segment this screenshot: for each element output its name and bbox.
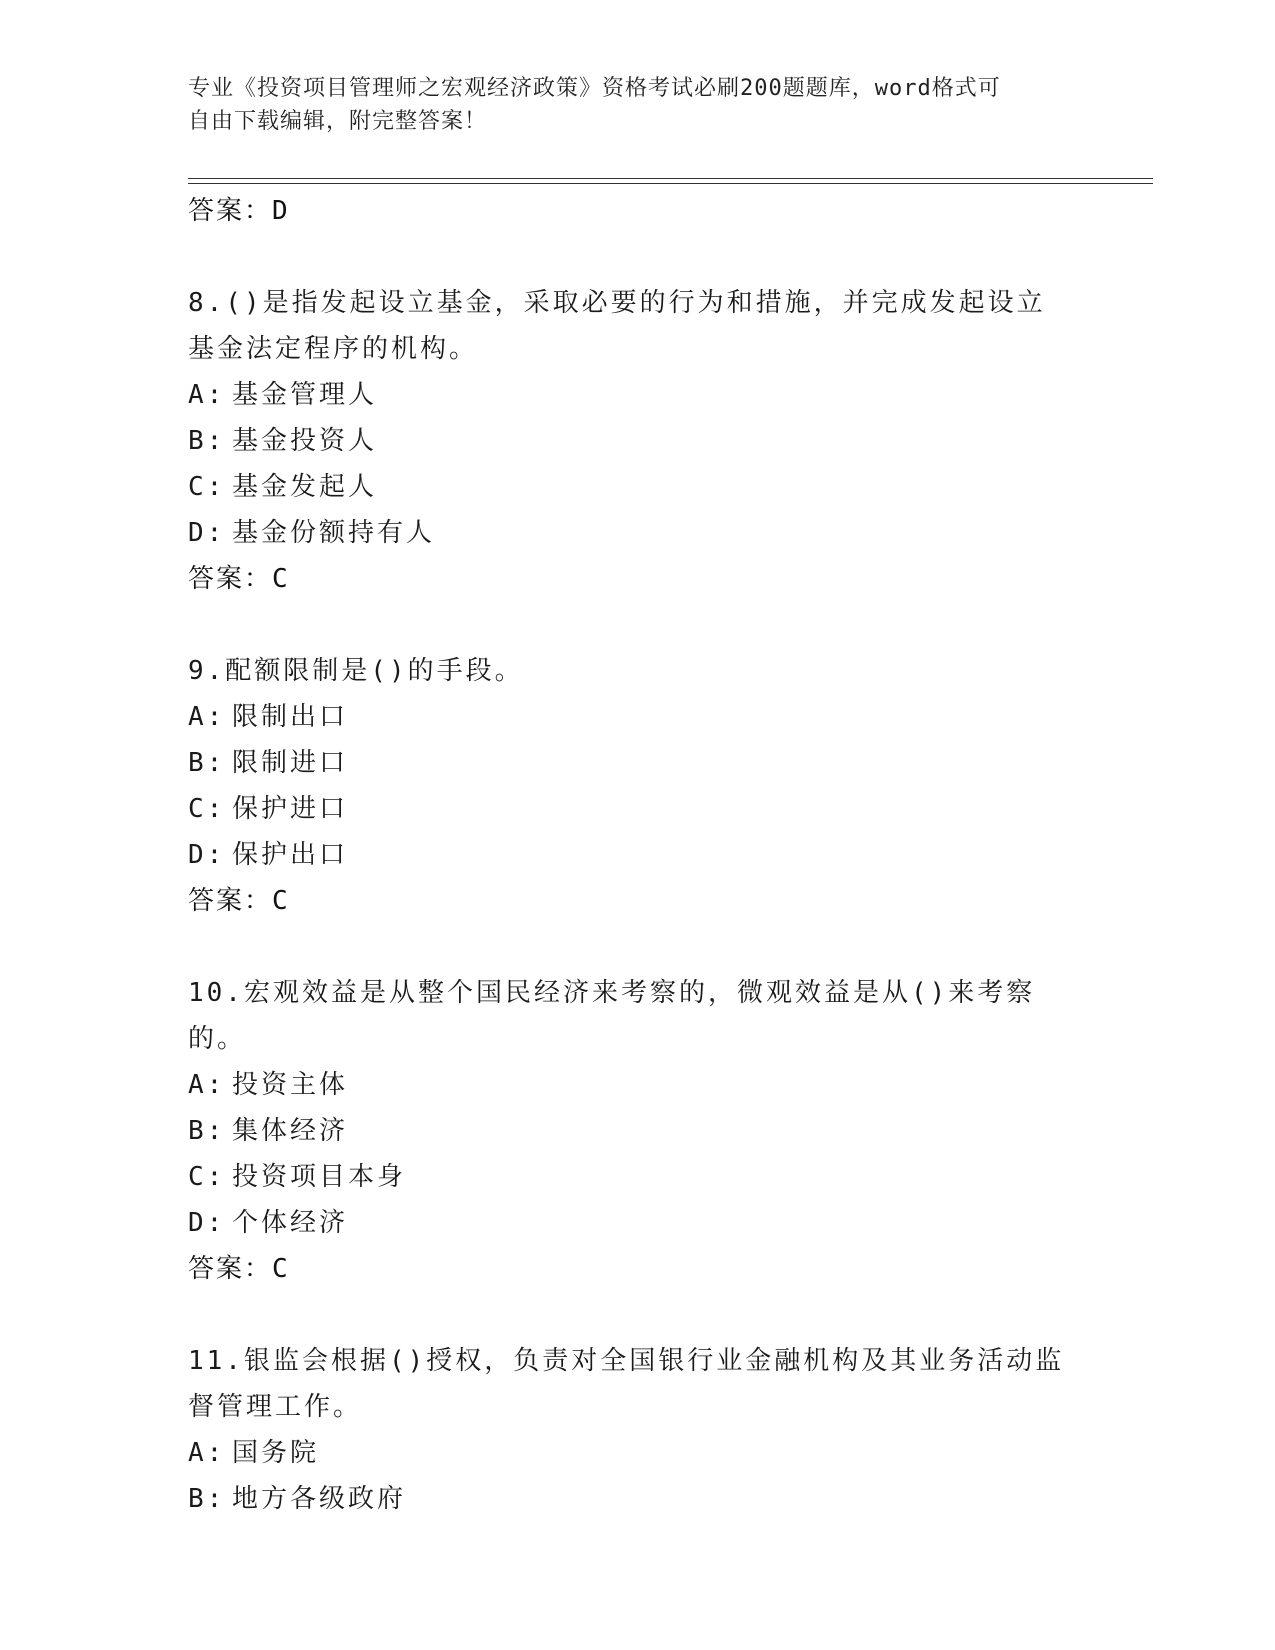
option-b: [188, 418, 1088, 464]
answer-value: C: [272, 1254, 290, 1284]
option-letter: B:: [188, 1116, 226, 1146]
page-header: [188, 72, 1068, 138]
option-text: 基金管理人: [232, 380, 378, 410]
option-letter: C:: [188, 472, 226, 502]
option-a: [188, 1430, 1088, 1476]
option-letter: B:: [188, 426, 226, 456]
option-c: [188, 464, 1088, 510]
option-b: [188, 1476, 1088, 1522]
header-rule-bottom: [188, 183, 1153, 184]
option-c: [188, 1154, 1088, 1200]
answer-value: C: [272, 886, 290, 916]
question-text: 8.()是指发起设立基金，采取必要的行为和措施，并完成发起设立基金法定程序的机构。: [188, 288, 1046, 364]
option-letter: A:: [188, 380, 226, 410]
option-text: 投资主体: [232, 1070, 349, 1100]
option-d: [188, 1200, 1088, 1246]
option-c: [188, 786, 1088, 832]
option-letter: D:: [188, 1208, 226, 1238]
header-title-line-2: 自由下载编辑，附完整答案！: [188, 109, 488, 134]
option-text: 地方各级政府: [232, 1484, 407, 1514]
answer-label: 答案：: [188, 1254, 273, 1284]
option-d: [188, 832, 1088, 878]
option-text: 限制出口: [232, 702, 349, 732]
answer-value: C: [272, 564, 290, 594]
option-text: 基金份额持有人: [232, 518, 436, 548]
option-text: 基金发起人: [232, 472, 378, 502]
answer-line: [188, 188, 1088, 234]
question-10: [188, 970, 1088, 1292]
option-a: [188, 694, 1088, 740]
option-b: [188, 1108, 1088, 1154]
question-8: [188, 280, 1088, 602]
question-text: 9.配额限制是()的手段。: [188, 656, 524, 686]
question-11: [188, 1338, 1088, 1522]
option-text: 投资项目本身: [232, 1162, 407, 1192]
option-letter: D:: [188, 518, 226, 548]
option-letter: C:: [188, 794, 226, 824]
option-text: 国务院: [232, 1438, 320, 1468]
option-b: [188, 740, 1088, 786]
option-d: [188, 510, 1088, 556]
header-rule-top: [188, 178, 1153, 179]
option-letter: B:: [188, 748, 226, 778]
question-text: 10.宏观效益是从整个国民经济来考察的，微观效益是从()来考察的。: [188, 978, 1036, 1054]
option-letter: B:: [188, 1484, 226, 1514]
answer-line: [188, 878, 1088, 924]
option-text: 保护出口: [232, 840, 349, 870]
option-letter: D:: [188, 840, 226, 870]
question-9: [188, 648, 1088, 924]
option-text: 集体经济: [232, 1116, 349, 1146]
option-text: 基金投资人: [232, 426, 378, 456]
option-text: 个体经济: [232, 1208, 349, 1238]
question-content: [188, 188, 1088, 1522]
option-letter: A:: [188, 1438, 226, 1468]
option-a: [188, 1062, 1088, 1108]
answer-value: D: [272, 196, 290, 226]
option-a: [188, 372, 1088, 418]
answer-label: 答案：: [188, 886, 273, 916]
option-letter: C:: [188, 1162, 226, 1192]
option-text: 保护进口: [232, 794, 349, 824]
answer-label: 答案：: [188, 196, 273, 226]
question-text: 11.银监会根据()授权，负责对全国银行业金融机构及其业务活动监督管理工作。: [188, 1346, 1065, 1422]
answer-line: [188, 556, 1088, 602]
option-letter: A:: [188, 1070, 226, 1100]
option-text: 限制进口: [232, 748, 349, 778]
option-letter: A:: [188, 702, 226, 732]
answer-line: [188, 1246, 1088, 1292]
answer-label: 答案：: [188, 564, 273, 594]
header-title-line-1: 专业《投资项目管理师之宏观经济政策》资格考试必刷200题题库，word格式可: [188, 76, 1001, 101]
